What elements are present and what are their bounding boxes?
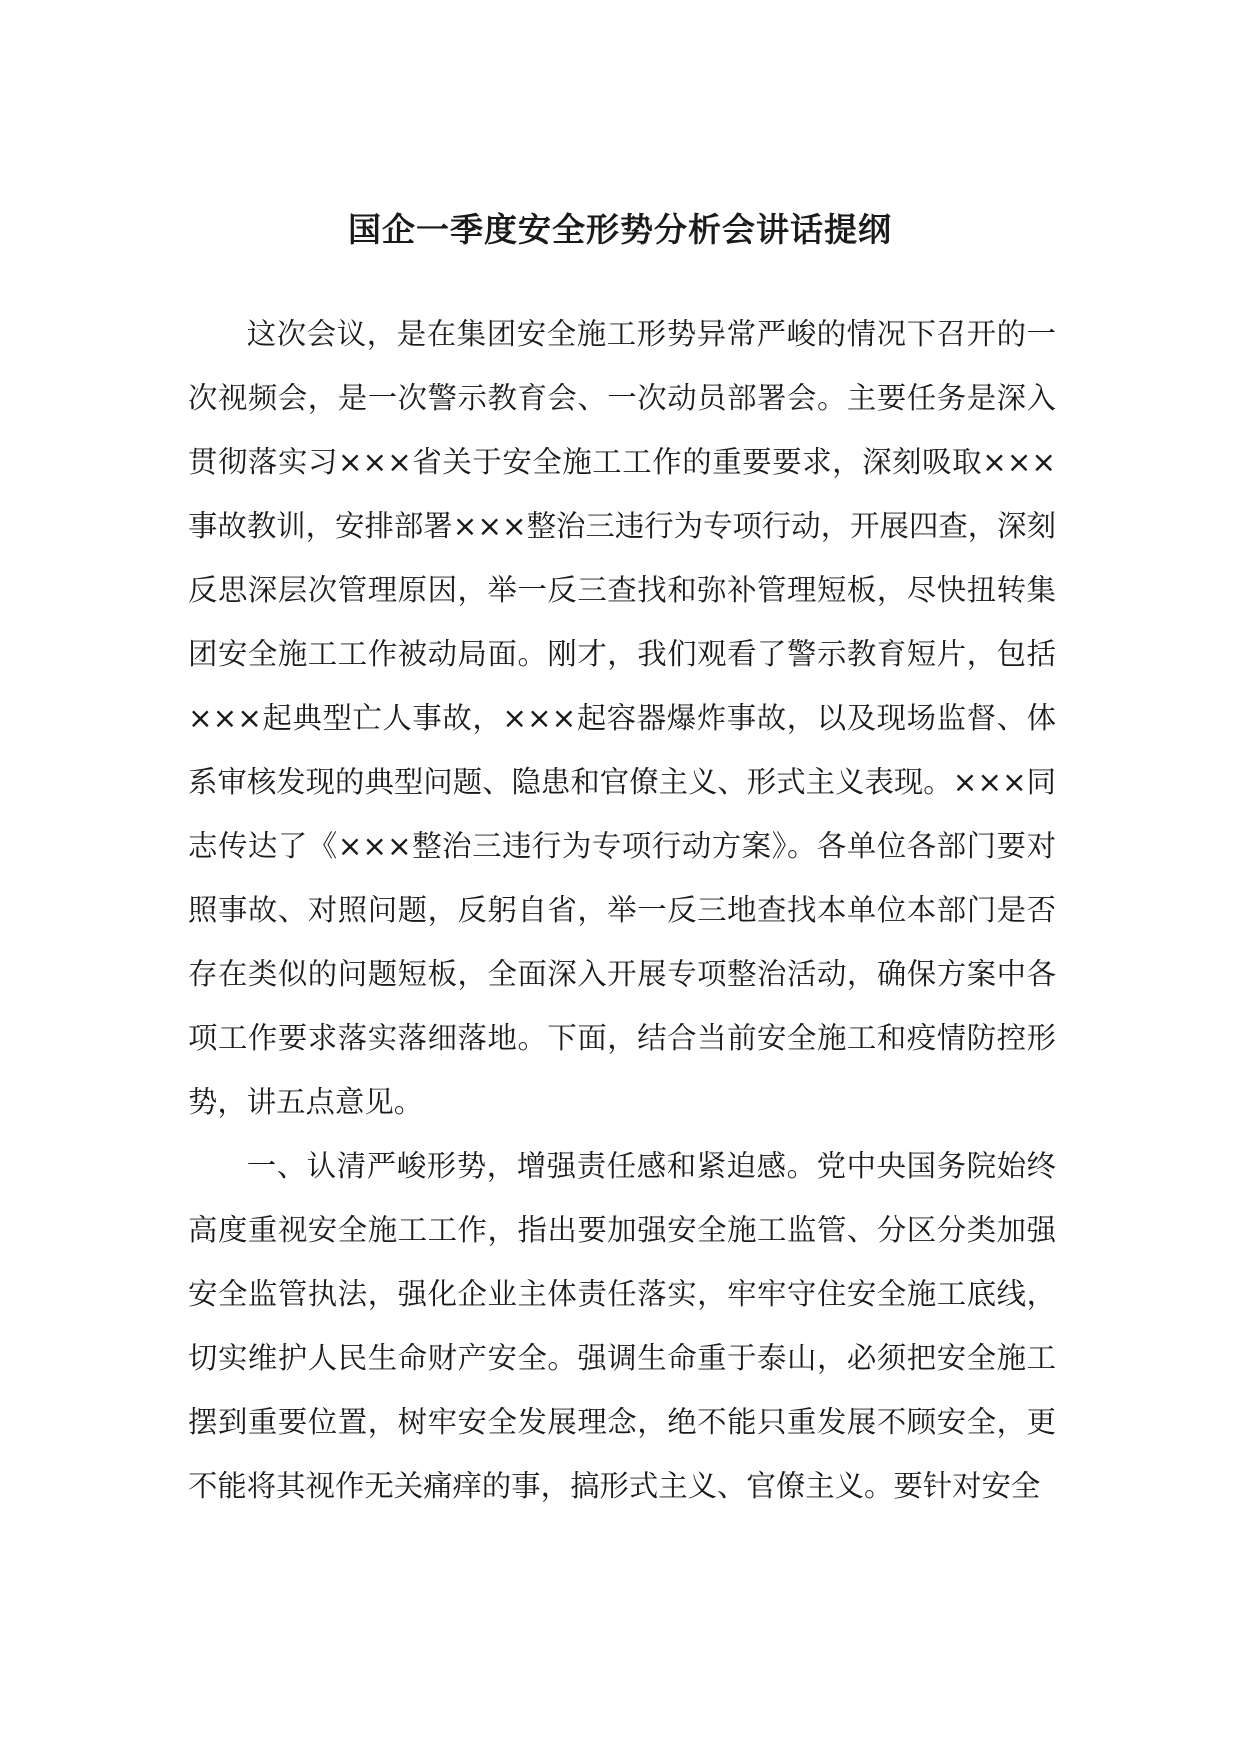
paragraph-intro: 这次会议，是在集团安全施工形势异常严峻的情况下召开的一次视频会，是一次警示教育会、一次动员部署会。主要任务是深入贯彻落实习×××省关于安全施工工作的重要要求，深刻吸取×××事故教训，安排部署×××整治三违行为专项行动，开展四查，深刻反思深层次管理原因，举一反三查找和弥补管理短板，尽快扭转集团安全施工工作被动局面。刚才，我们观看了警示教育短片，包括×××起典型亡人事故，×××起容器爆炸事故，以及现场监督、体系审核发现的典型问题、隐患和官僚主义、形式主义表现。×××同志传达了《×××整治三违行为专项行动方案》。各单位各部门要对照事故、对照问题，反躬自省，举一反三地查找本单位本部门是否存在类似的问题短板，全面深入开展专项整治活动，确保方案中各项工作要求落实落细落地。下面，结合当前安全施工和疫情防控形势，讲五点意见。 (188, 317, 1056, 1119)
paragraph-point-one: 一、认清严峻形势，增强责任感和紧迫感。党中央国务院始终高度重视安全施工工作，指出要加强安全施工监管、分区分类加强安全监管执法，强化企业主体责任落实，牢牢守住安全施工底线，切实维护人民生命财产安全。强调生命重于泰山，必须把安全施工摆到重要位置，树牢安全发展理念，绝不能只重发展不顾安全，更不能将其视作无关痛痒的事，搞形式主义、官僚主义。要针对安全 (188, 1149, 1056, 1503)
document-body (188, 302, 1056, 1518)
document-title: 国企一季度安全形势分析会讲话提纲 (348, 210, 892, 249)
